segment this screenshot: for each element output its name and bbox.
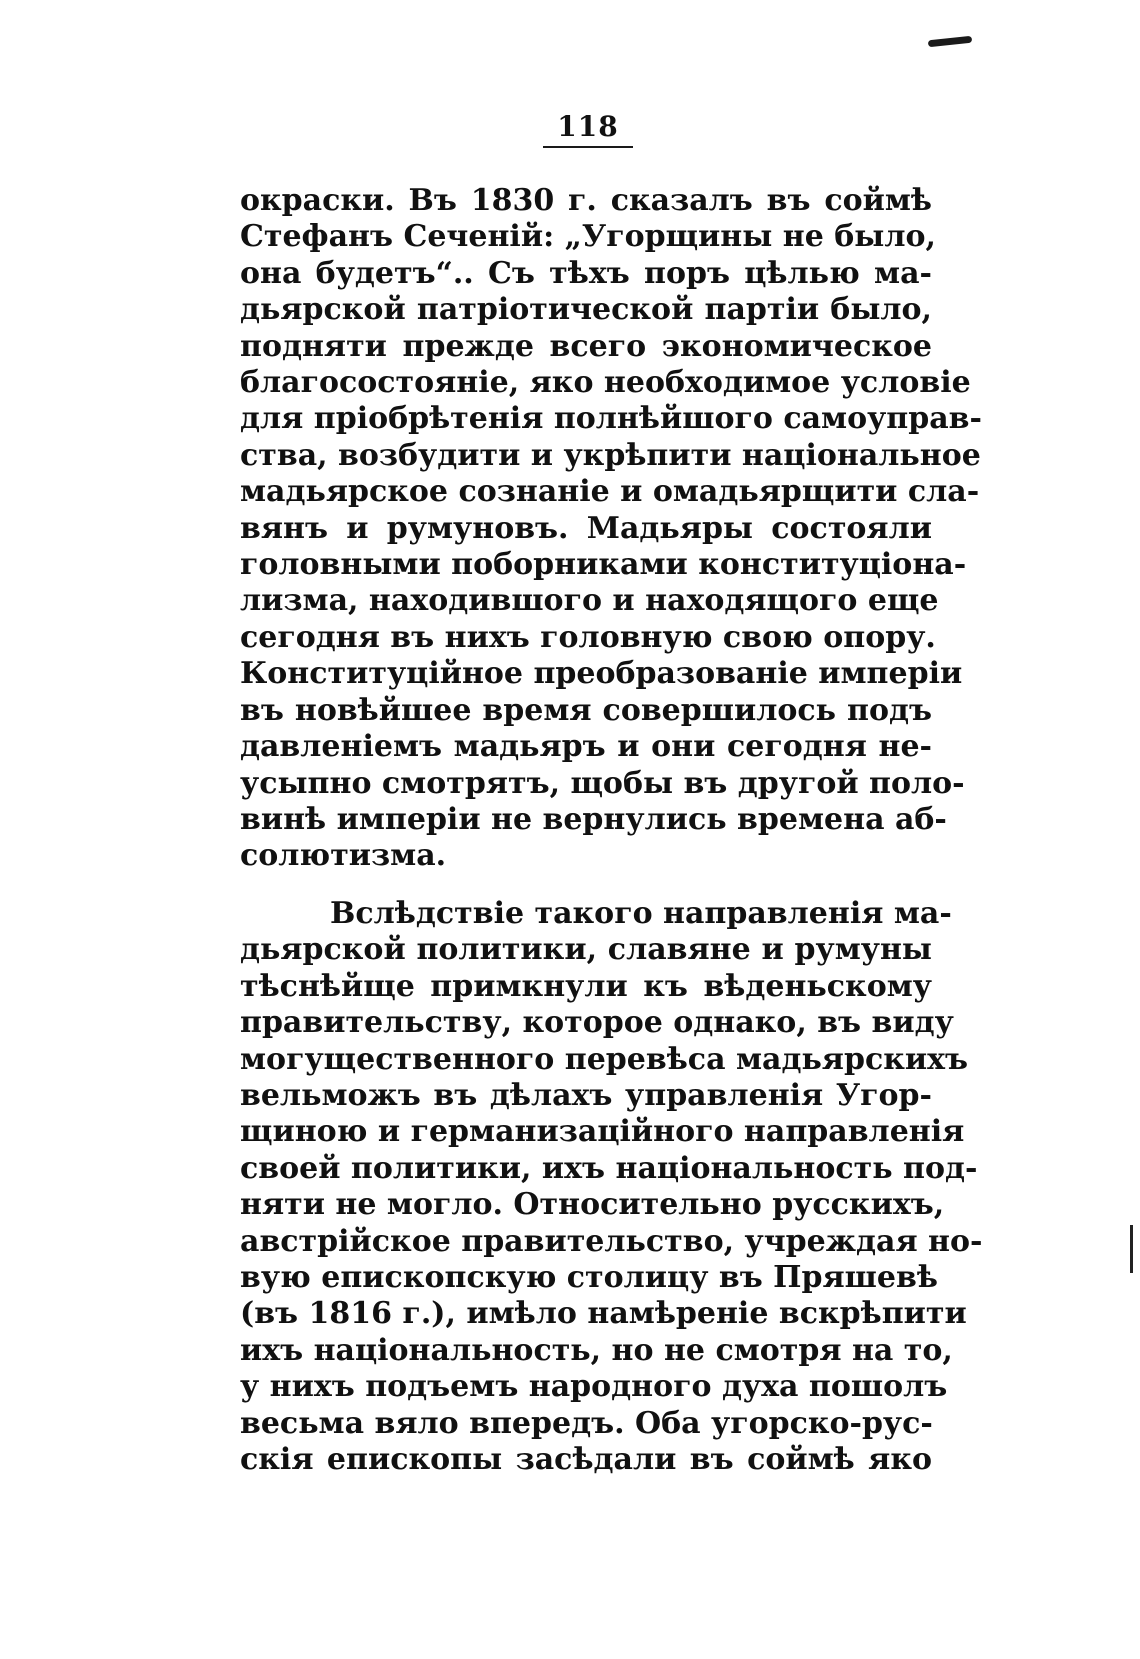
text-line: могущественного перевѣса мадьярскихъ bbox=[240, 1041, 969, 1077]
paragraph-2 bbox=[240, 896, 983, 1479]
text-line: усыпно смотрятъ, щобы въ другой поло- bbox=[240, 765, 965, 801]
page-edge-mark bbox=[1130, 1225, 1133, 1273]
text-line: давленіемъ мадьяръ и они сегодня не- bbox=[240, 729, 932, 765]
text-line: Стефанъ Сеченій: „Угорщины не было, bbox=[240, 219, 936, 255]
text-line: она будетъ“.. Съ тѣхъ поръ цѣлью ма- bbox=[240, 255, 932, 291]
text-line: тѣснѣйще примкнули къ вѣденьскому bbox=[240, 968, 932, 1004]
text-line: щиною и германизаційного направленія bbox=[240, 1114, 965, 1150]
text-line: ихъ національность, но не смотря на то, bbox=[240, 1332, 953, 1368]
text-line: для пріобрѣтенія полнѣйшого самоуправ- bbox=[240, 401, 982, 437]
ink-smudge-mark bbox=[928, 36, 972, 48]
text-line: солютизма. bbox=[240, 838, 447, 874]
paragraph-1 bbox=[240, 183, 982, 875]
text-line: подняти прежде всего экономическое bbox=[240, 328, 932, 364]
page-number-underline bbox=[543, 146, 633, 148]
text-line: Вслѣдствіе такого направленія ма- bbox=[330, 896, 952, 931]
text-line: у нихъ подъемъ народного духа пошолъ bbox=[240, 1369, 948, 1405]
text-line: ства, возбудити и укрѣпити національное bbox=[240, 437, 981, 473]
text-line: австрійское правительство, учреждая но- bbox=[240, 1223, 983, 1259]
text-line: винѣ имперіи не вернулись времена аб- bbox=[240, 801, 947, 837]
text-line: лизма, находившого и находящого еще bbox=[240, 583, 939, 619]
text-line: дьярской патріотической партіи было, bbox=[240, 292, 932, 328]
text-line: скія епископы засѣдали въ соймѣ яко bbox=[240, 1442, 932, 1478]
text-line: правительству, которое однако, въ виду bbox=[240, 1005, 954, 1041]
text-line: окраски. Въ 1830 г. сказалъ въ соймѣ bbox=[240, 183, 932, 218]
text-line: мадьярское сознаніе и омадьярщити сла- bbox=[240, 474, 980, 510]
text-line: головными поборниками конституціона- bbox=[240, 547, 967, 583]
page-number: 118 bbox=[557, 110, 619, 143]
text-line: вельможъ въ дѣлахъ управленія Угор- bbox=[240, 1078, 932, 1114]
text-line: въ новѣйшее время совершилось подъ bbox=[240, 692, 932, 728]
text-line: Конституційное преобразованіе имперіи bbox=[240, 656, 963, 692]
text-line: вянъ и румуновъ. Мадьяры состояли bbox=[240, 510, 932, 546]
text-line: вую епископскую столицу въ Пряшевѣ bbox=[240, 1260, 938, 1296]
text-line: няти не могло. Относительно русскихъ, bbox=[240, 1187, 945, 1223]
text-line: сегодня въ нихъ головную свою опору. bbox=[240, 619, 936, 655]
text-line: (въ 1816 г.), имѣло намѣреніе вскрѣпити bbox=[240, 1296, 967, 1332]
text-line: дьярской политики, славяне и румуны bbox=[240, 932, 932, 968]
text-line: весьма вяло впередъ. Оба угорско-рус- bbox=[240, 1405, 933, 1441]
text-line: благосостояніе, яко необходимое условіе bbox=[240, 365, 971, 401]
text-line: своей политики, ихъ національность под- bbox=[240, 1150, 978, 1186]
